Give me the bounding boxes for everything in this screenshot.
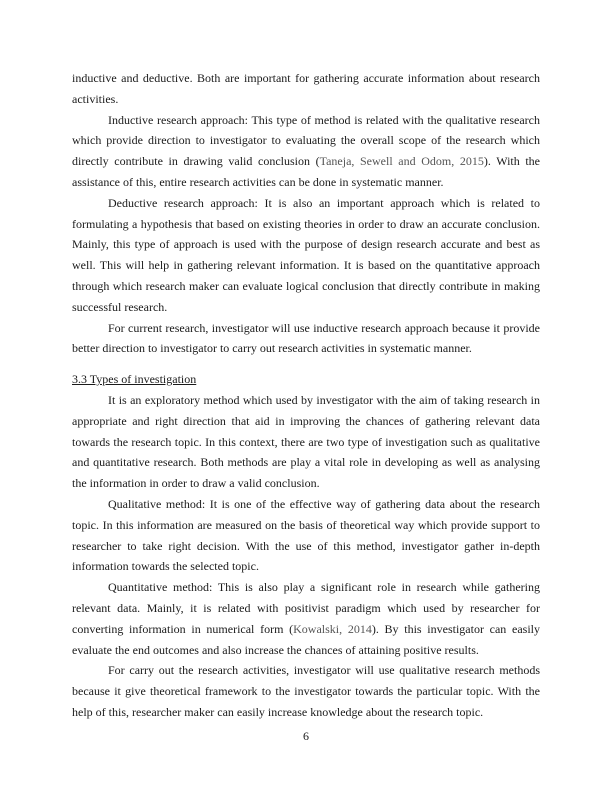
paragraph-qualitative-method — [72, 494, 540, 577]
paragraph-conclusion — [72, 660, 540, 722]
paragraph-text: Deductive research approach: It is also an important approach which is related to formulating a hypothesis that based on existing theories in order to draw an accurate conclusion. Mainly, this type of approach is used with the purpose of design research accurate and best as well. This will help in gathering relevant information. It is based on the quantitative approach through which research maker can evaluate logical conclusion that directly contribute in making successful research. — [72, 195, 540, 314]
citation: Taneja, Sewell and Odom, 2015 — [319, 154, 484, 169]
section-heading: 3.3 Types of investigation — [72, 372, 197, 387]
paragraph-text: ). By this investigator can easily evaluate the end outcomes and also increase the chances of attaining positive results. — [72, 621, 541, 657]
paragraph-current-research — [72, 318, 540, 360]
paragraph-exploratory-method — [72, 390, 540, 494]
paragraph-text: Qualitative method: It is one of the effective way of gathering data about the research topic. In this information are measured on the basis of theoretical way which provide support to researcher to take right decision. With the use of this method, investigator gather in-depth information towards the selected topic. — [72, 496, 540, 574]
paragraph-text: inductive and deductive. Both are important for gathering accurate information about research activities. — [72, 71, 540, 106]
paragraph-quantitative-method — [72, 577, 540, 660]
citation: Kowalski, 2014 — [293, 621, 372, 636]
page-number: 6 — [303, 729, 309, 743]
document-page — [72, 68, 540, 723]
paragraph-text: Inductive research approach: This type of method is related with the qualitative research which provide direction to investigator to evaluating the overall scope of the research which directly contribute in drawing valid conclusion ( — [72, 112, 540, 169]
paragraph-deductive-approach — [72, 193, 540, 318]
paragraph-text: For carry out the research activities, investigator will use qualitative research methods because it give theoretical framework to the investigator towards the particular topic. With the help of this, researcher maker can easily increase knowledge about the research topic. — [72, 663, 540, 719]
paragraph-text: It is an exploratory method which used by investigator with the aim of taking research in appropriate and right direction that aid in improving the chances of gathering relevant data towards the research topic. In this context, there are two type of investigation such as qualitative and quantitative research. Both methods are play a vital role in developing as well as analysing the information in order to draw a valid conclusion. — [72, 392, 540, 491]
paragraph-text: For current research, investigator will use inductive research approach because it provide better direction to investigator to carry out research activities in systematic manner. — [72, 320, 540, 356]
paragraph-continuation — [72, 68, 540, 110]
paragraph-text: ). With the assistance of this, entire research activities can be done in systematic manner. — [72, 154, 540, 189]
paragraph-text: Quantitative method: This is also play a significant role in research while gathering relevant data. Mainly, it is related with positivist paradigm which used by researcher for converting information in numerical form ( — [72, 580, 540, 636]
paragraph-inductive-approach — [72, 110, 540, 193]
